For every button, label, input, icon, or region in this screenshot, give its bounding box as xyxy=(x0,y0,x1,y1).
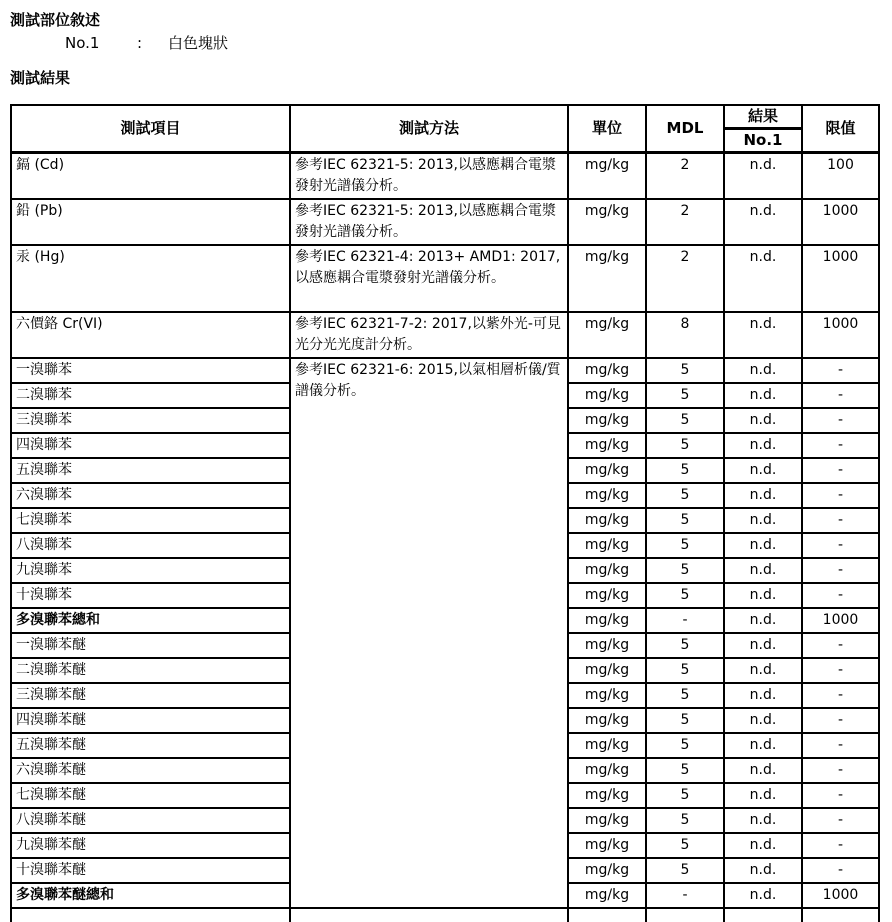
unit-cell: mg/kg xyxy=(568,508,646,533)
mdl-cell xyxy=(646,908,724,922)
result-cell xyxy=(724,908,802,922)
mdl-cell: 5 xyxy=(646,858,724,883)
mdl-cell: 5 xyxy=(646,658,724,683)
mdl-cell: 5 xyxy=(646,783,724,808)
result-cell: n.d. xyxy=(724,808,802,833)
limit-cell xyxy=(802,908,879,922)
result-cell: n.d. xyxy=(724,245,802,312)
unit-cell: mg/kg xyxy=(568,483,646,508)
test-item-cell: 十溴聯苯 xyxy=(11,583,290,608)
result-cell: n.d. xyxy=(724,358,802,383)
unit-cell: mg/kg xyxy=(568,708,646,733)
header-result: 結果 xyxy=(724,105,802,129)
mdl-cell: 5 xyxy=(646,633,724,658)
test-item-cell: 四溴聯苯 xyxy=(11,433,290,458)
mdl-cell: 2 xyxy=(646,153,724,200)
header-test-method: 測試方法 xyxy=(290,105,568,153)
limit-cell: - xyxy=(802,583,879,608)
test-item-cell: 一溴聯苯 xyxy=(11,358,290,383)
test-method-cell: 參考IEC 62321-4: 2013+ AMD1: 2017,以感應耦合電漿發射光譜儀分析。 xyxy=(290,245,568,312)
result-cell: n.d. xyxy=(724,708,802,733)
mdl-cell: 8 xyxy=(646,312,724,358)
limit-cell: 1000 xyxy=(802,199,879,245)
result-cell: n.d. xyxy=(724,408,802,433)
test-item-cell: 鉛 (Pb) xyxy=(11,199,290,245)
limit-cell: - xyxy=(802,758,879,783)
result-cell: n.d. xyxy=(724,633,802,658)
results-title: 測試結果 xyxy=(10,68,892,88)
mdl-cell: 5 xyxy=(646,458,724,483)
unit-cell: mg/kg xyxy=(568,758,646,783)
result-cell: n.d. xyxy=(724,883,802,908)
result-cell: n.d. xyxy=(724,533,802,558)
result-cell: n.d. xyxy=(724,608,802,633)
unit-cell: mg/kg xyxy=(568,153,646,200)
test-method-cell: 參考IEC 62321-5: 2013,以感應耦合電漿發射光譜儀分析。 xyxy=(290,153,568,200)
result-cell: n.d. xyxy=(724,683,802,708)
unit-cell: mg/kg xyxy=(568,633,646,658)
test-item-cell: 七溴聯苯 xyxy=(11,508,290,533)
mdl-cell: 2 xyxy=(646,245,724,312)
unit-cell: mg/kg xyxy=(568,245,646,312)
header-unit: 單位 xyxy=(568,105,646,153)
result-cell: n.d. xyxy=(724,583,802,608)
mdl-cell: 5 xyxy=(646,683,724,708)
test-method-cell: 參考IEC 62321-7-2: 2017,以紫外光-可見光分光光度計分析。 xyxy=(290,312,568,358)
test-item-cell: 十溴聯苯醚 xyxy=(11,858,290,883)
header-limit: 限值 xyxy=(802,105,879,153)
unit-cell: mg/kg xyxy=(568,833,646,858)
test-item-cell: 七溴聯苯醚 xyxy=(11,783,290,808)
limit-cell: - xyxy=(802,633,879,658)
header-test-item: 測試項目 xyxy=(11,105,290,153)
sample-description: 白色塊狀 xyxy=(168,33,228,53)
test-item-cell: 九溴聯苯 xyxy=(11,558,290,583)
test-method-cell: 參考IEC 62321-5: 2013,以感應耦合電漿發射光譜儀分析。 xyxy=(290,199,568,245)
test-item-cell: 六溴聯苯醚 xyxy=(11,758,290,783)
unit-cell: mg/kg xyxy=(568,883,646,908)
limit-cell: - xyxy=(802,708,879,733)
part-description-title: 測試部位敘述 xyxy=(10,10,892,30)
limit-cell: - xyxy=(802,408,879,433)
mdl-cell: 5 xyxy=(646,808,724,833)
test-item-cell: 一溴聯苯醚 xyxy=(11,633,290,658)
unit-cell: mg/kg xyxy=(568,558,646,583)
cutoff-row xyxy=(11,908,879,922)
mdl-cell: 5 xyxy=(646,358,724,383)
result-cell: n.d. xyxy=(724,758,802,783)
limit-cell: - xyxy=(802,358,879,383)
result-cell: n.d. xyxy=(724,458,802,483)
unit-cell: mg/kg xyxy=(568,458,646,483)
test-method-cell xyxy=(290,908,568,922)
unit-cell: mg/kg xyxy=(568,533,646,558)
test-item-cell: 汞 (Hg) xyxy=(11,245,290,312)
table-body xyxy=(11,153,879,922)
mdl-cell: - xyxy=(646,608,724,633)
test-item-cell: 八溴聯苯醚 xyxy=(11,808,290,833)
test-item-cell: 三溴聯苯醚 xyxy=(11,683,290,708)
mdl-cell: 5 xyxy=(646,708,724,733)
result-cell: n.d. xyxy=(724,783,802,808)
test-item-cell: 多溴聯苯醚總和 xyxy=(11,883,290,908)
test-item-cell: 三溴聯苯 xyxy=(11,408,290,433)
table-row xyxy=(11,358,879,383)
limit-cell: - xyxy=(802,808,879,833)
table-row xyxy=(11,199,879,245)
mdl-cell: 5 xyxy=(646,408,724,433)
limit-cell: 100 xyxy=(802,153,879,200)
result-cell: n.d. xyxy=(724,733,802,758)
header-mdl: MDL xyxy=(646,105,724,153)
unit-cell: mg/kg xyxy=(568,858,646,883)
result-cell: n.d. xyxy=(724,833,802,858)
result-cell: n.d. xyxy=(724,508,802,533)
mdl-cell: 5 xyxy=(646,533,724,558)
limit-cell: 1000 xyxy=(802,883,879,908)
limit-cell: - xyxy=(802,858,879,883)
test-item-cell xyxy=(11,908,290,922)
limit-cell: - xyxy=(802,733,879,758)
result-cell: n.d. xyxy=(724,658,802,683)
limit-cell: - xyxy=(802,683,879,708)
test-item-cell: 二溴聯苯醚 xyxy=(11,658,290,683)
mdl-cell: - xyxy=(646,883,724,908)
unit-cell: mg/kg xyxy=(568,408,646,433)
sample-description-line xyxy=(10,33,892,53)
mdl-cell: 5 xyxy=(646,558,724,583)
unit-cell: mg/kg xyxy=(568,383,646,408)
limit-cell: - xyxy=(802,508,879,533)
unit-cell: mg/kg xyxy=(568,583,646,608)
result-cell: n.d. xyxy=(724,312,802,358)
test-item-cell: 六溴聯苯 xyxy=(11,483,290,508)
unit-cell: mg/kg xyxy=(568,433,646,458)
test-item-cell: 四溴聯苯醚 xyxy=(11,708,290,733)
table-row xyxy=(11,312,879,358)
test-method-cell: 參考IEC 62321-6: 2015,以氣相層析儀/質譜儀分析。 xyxy=(290,358,568,908)
table-row xyxy=(11,153,879,200)
test-item-cell: 八溴聯苯 xyxy=(11,533,290,558)
limit-cell: - xyxy=(802,433,879,458)
limit-cell: 1000 xyxy=(802,245,879,312)
mdl-cell: 5 xyxy=(646,733,724,758)
test-item-cell: 多溴聯苯總和 xyxy=(11,608,290,633)
unit-cell: mg/kg xyxy=(568,658,646,683)
unit-cell: mg/kg xyxy=(568,358,646,383)
test-item-cell: 二溴聯苯 xyxy=(11,383,290,408)
unit-cell: mg/kg xyxy=(568,808,646,833)
colon-separator: : xyxy=(137,33,168,53)
result-cell: n.d. xyxy=(724,199,802,245)
mdl-cell: 5 xyxy=(646,833,724,858)
unit-cell: mg/kg xyxy=(568,312,646,358)
unit-cell xyxy=(568,908,646,922)
limit-cell: - xyxy=(802,533,879,558)
results-table xyxy=(10,104,880,922)
test-item-cell: 五溴聯苯醚 xyxy=(11,733,290,758)
mdl-cell: 2 xyxy=(646,199,724,245)
result-cell: n.d. xyxy=(724,383,802,408)
result-cell: n.d. xyxy=(724,433,802,458)
mdl-cell: 5 xyxy=(646,483,724,508)
mdl-cell: 5 xyxy=(646,758,724,783)
test-item-cell: 鎘 (Cd) xyxy=(11,153,290,200)
unit-cell: mg/kg xyxy=(568,199,646,245)
result-cell: n.d. xyxy=(724,858,802,883)
test-item-cell: 九溴聯苯醚 xyxy=(11,833,290,858)
test-item-cell: 五溴聯苯 xyxy=(11,458,290,483)
header-result-no1: No.1 xyxy=(724,129,802,153)
result-cell: n.d. xyxy=(724,558,802,583)
test-item-cell: 六價鉻 Cr(VI) xyxy=(11,312,290,358)
limit-cell: - xyxy=(802,383,879,408)
unit-cell: mg/kg xyxy=(568,608,646,633)
limit-cell: - xyxy=(802,783,879,808)
limit-cell: 1000 xyxy=(802,608,879,633)
table-row xyxy=(11,245,879,312)
limit-cell: 1000 xyxy=(802,312,879,358)
mdl-cell: 5 xyxy=(646,433,724,458)
mdl-cell: 5 xyxy=(646,583,724,608)
sample-no: No.1 xyxy=(65,33,137,53)
limit-cell: - xyxy=(802,458,879,483)
limit-cell: - xyxy=(802,833,879,858)
table-header xyxy=(11,105,879,153)
mdl-cell: 5 xyxy=(646,383,724,408)
result-cell: n.d. xyxy=(724,483,802,508)
unit-cell: mg/kg xyxy=(568,683,646,708)
limit-cell: - xyxy=(802,558,879,583)
result-cell: n.d. xyxy=(724,153,802,200)
unit-cell: mg/kg xyxy=(568,733,646,758)
unit-cell: mg/kg xyxy=(568,783,646,808)
limit-cell: - xyxy=(802,483,879,508)
mdl-cell: 5 xyxy=(646,508,724,533)
limit-cell: - xyxy=(802,658,879,683)
